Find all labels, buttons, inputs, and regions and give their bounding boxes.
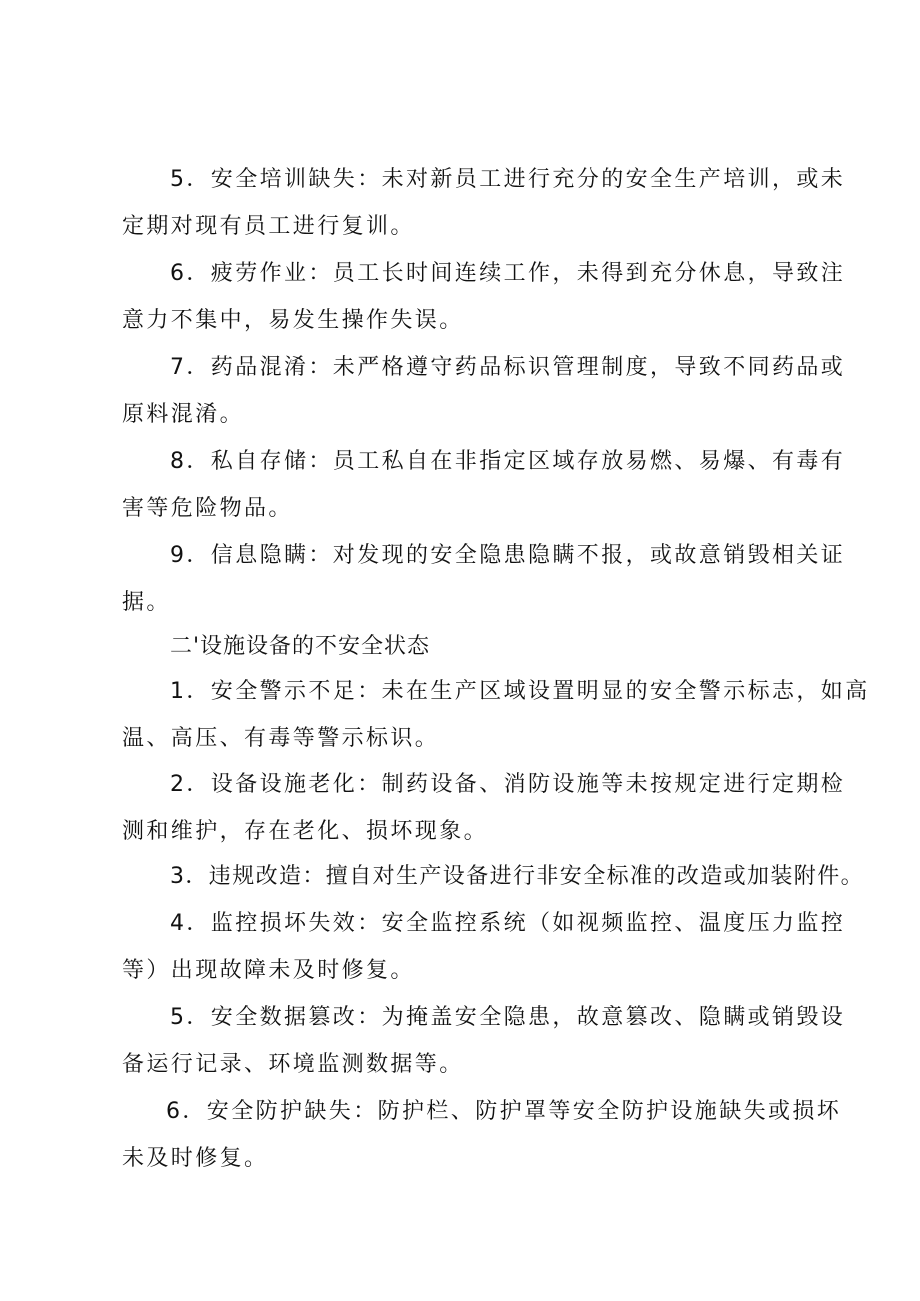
list-item-5-line-1: 5．安全培训缺失：未对新员工进行充分的安全生产培训，或未: [170, 167, 846, 192]
section-item-3-line-1: 3．违规改造：擅自对生产设备进行非安全标准的改造或加装附件。: [170, 864, 864, 889]
section-item-5-line-2: 备运行记录、环境监测数据等。: [122, 1052, 464, 1077]
section-item-5-line-1: 5．安全数据篡改：为掩盖安全隐患，故意篡改、隐瞒或销毁设: [170, 1005, 846, 1030]
section-item-4-line-2: 等）出现故障未及时修复。: [122, 958, 415, 983]
section-item-1-line-1: 1．安全警示不足：未在生产区域设置明显的安全警示标志，如高: [170, 679, 870, 704]
list-item-6-line-1: 6．疲劳作业：员工长时间连续工作，未得到充分休息，导致注: [170, 261, 846, 286]
section-item-2-line-2: 测和维护，存在老化、损坏现象。: [122, 819, 489, 844]
section-item-1-line-2: 温、高压、有毒等警示标识。: [122, 726, 440, 751]
section-item-2-line-1: 2．设备设施老化：制药设备、消防设施等未按规定进行定期检: [170, 772, 846, 797]
list-item-9-line-2: 据。: [122, 590, 171, 615]
list-item-8-line-2: 害等危险物品。: [122, 496, 293, 521]
section-item-4-line-1: 4．监控损坏失效：安全监控系统（如视频监控、温度压力监控: [170, 911, 846, 936]
list-item-7-line-1: 7．药品混淆：未严格遵守药品标识管理制度，导致不同药品或: [170, 355, 846, 380]
section-heading: 二'设施设备的不安全状态: [170, 634, 431, 659]
section-item-6-line-2: 未及时修复。: [122, 1146, 269, 1171]
list-item-6-line-2: 意力不集中，易发生操作失误。: [122, 308, 464, 333]
section-item-6-line-1: 6．安全防护缺失：防护栏、防护罩等安全防护设施缺失或损坏: [166, 1099, 842, 1124]
list-item-9-line-1: 9．信息隐瞒：对发现的安全隐患隐瞒不报，或故意销毁相关证: [170, 543, 846, 568]
list-item-5-line-2: 定期对现有员工进行复训。: [122, 214, 415, 239]
list-item-7-line-2: 原料混淆。: [122, 402, 245, 427]
list-item-8-line-1: 8．私自存储：员工私自在非指定区域存放易燃、易爆、有毒有: [170, 449, 846, 474]
